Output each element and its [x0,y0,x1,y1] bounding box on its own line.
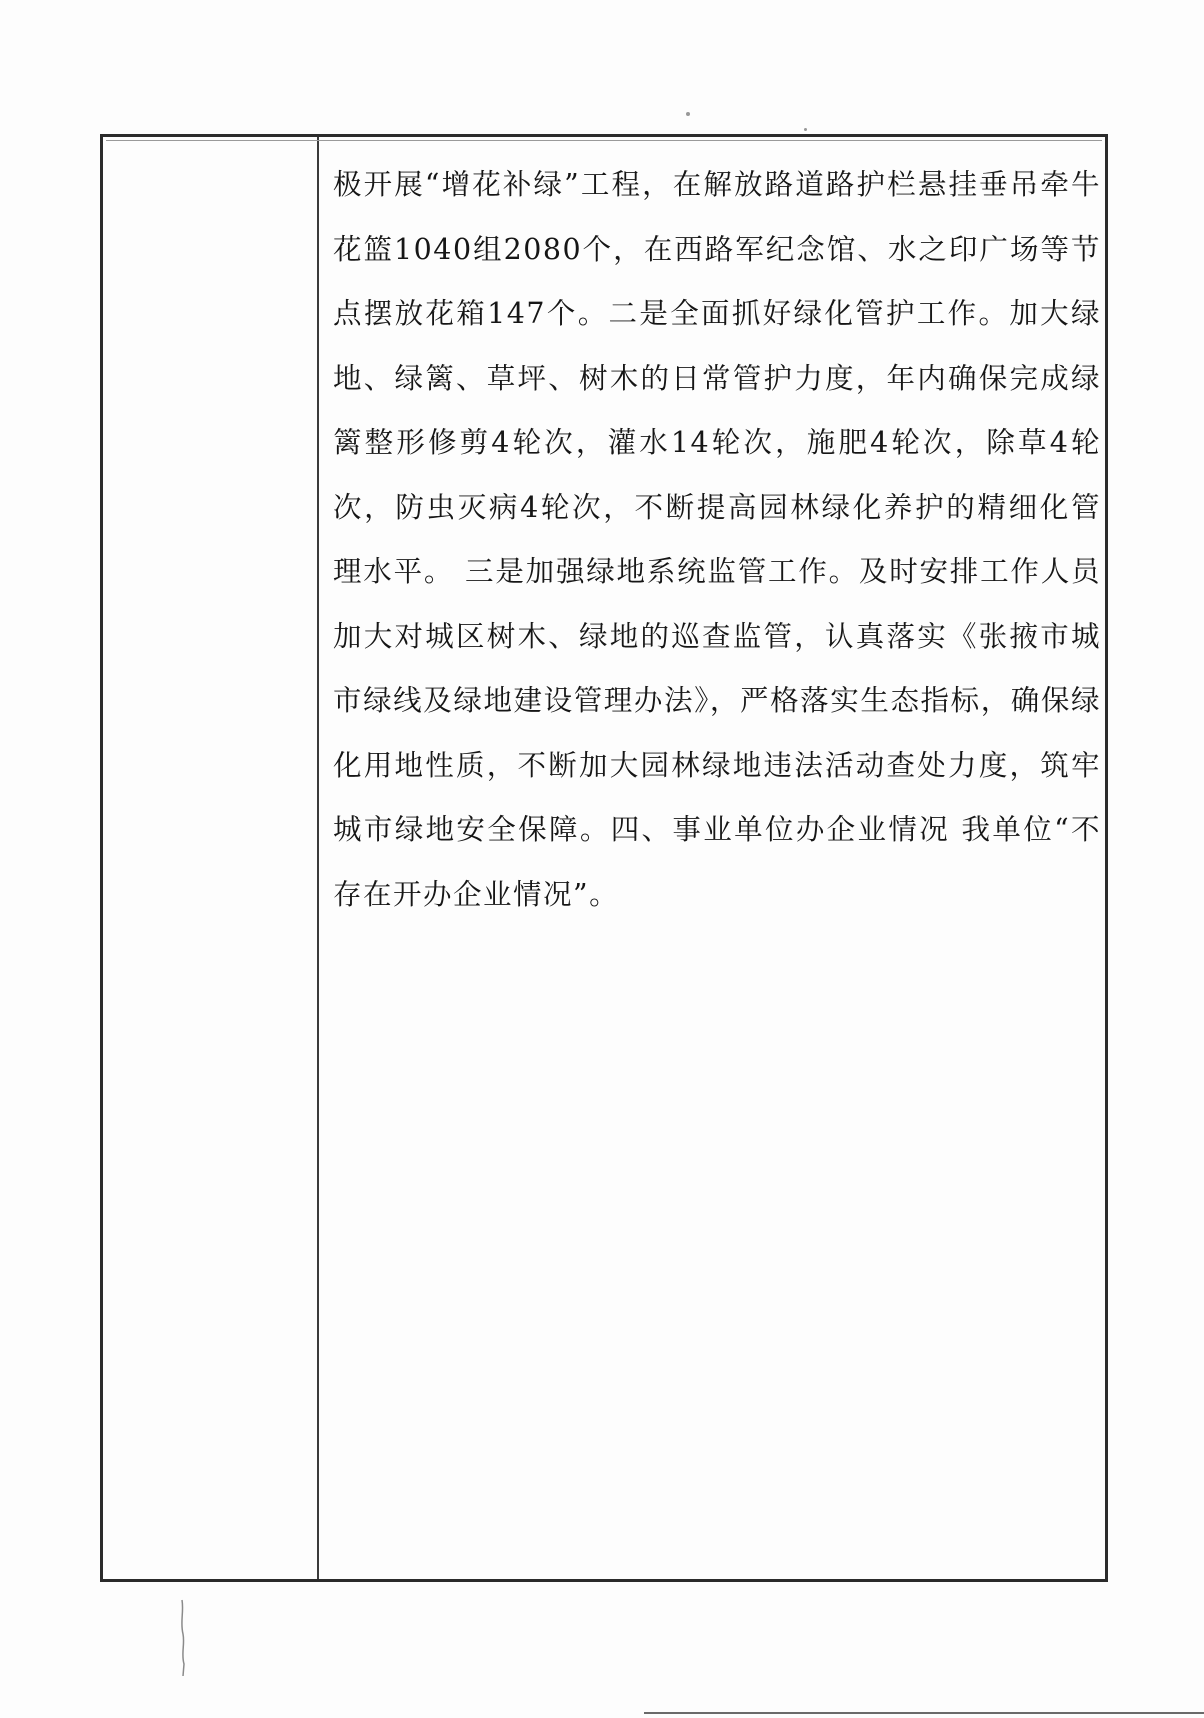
table-label-column [103,137,319,1579]
form-table [100,134,1108,1582]
scan-speck [686,112,690,116]
table-content-column [319,137,1105,1579]
scan-speck [804,128,807,131]
pen-mark [178,1598,188,1678]
body-paragraph: 极开展“增花补绿”工程，在解放路道路护栏悬挂垂吊牵牛花篮1040组2080个，在西路军纪念馆、水之印广场等节点摆放花箱147个。二是全面抓好绿化管护工作。加大绿地、绿篱、草坪、树木的日常管护力度，年内确保完成绿篱整形修剪4轮次，灌水14轮次，施肥4轮次，除草4轮次，防虫灭病4轮次，不断提高园林绿化养护的精细化管理水平。 三是加强绿地系统监管工作。及时安排工作人员加大对城区树木、绿地的巡查监管，认真落实《张掖市城市绿线及绿地建设管理办法》，严格落实生态指标，确保绿化用地性质，不断加大园林绿地违法活动查处力度，筑牢城市绿地安全保障。四、事业单位办企业情况 我单位“不存在开办企业情况”。 [333,168,1101,911]
bottom-rule [644,1712,1204,1714]
